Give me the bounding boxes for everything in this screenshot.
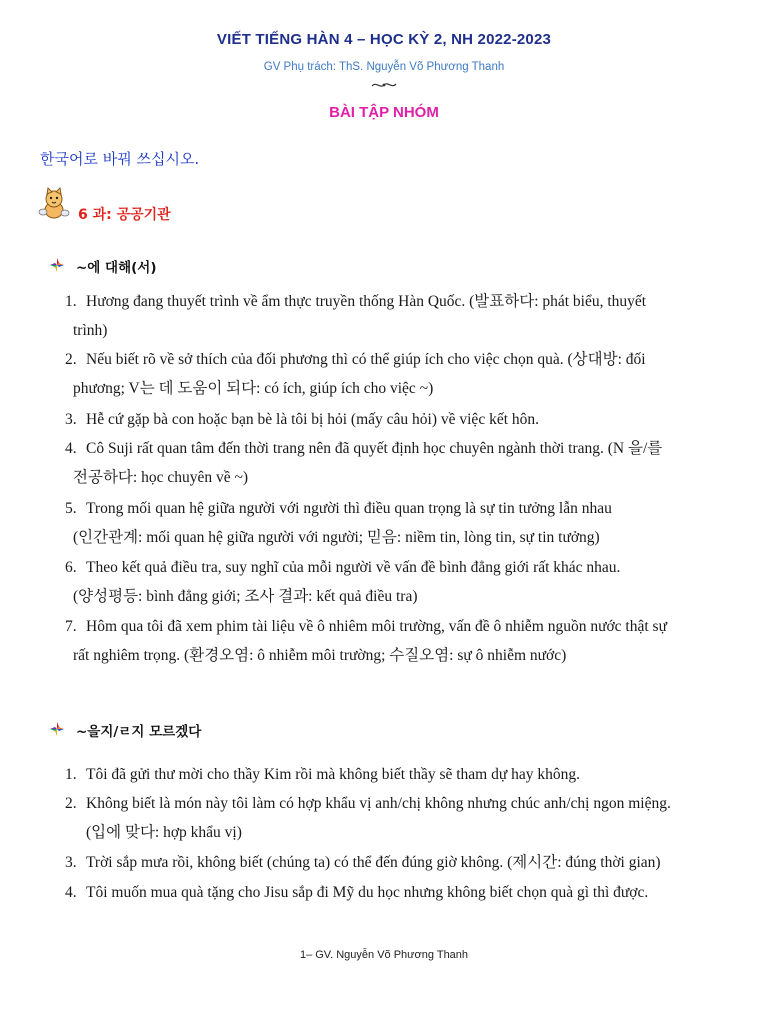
item-text: Theo kết quả điều tra, suy nghĩ của mỗi người về vấn đề bình đẳng giới rất khác nhau. [86, 559, 621, 576]
item-text: Không biết là món này tôi làm có hợp khẩu vị anh/chị không nhưng chúc anh/chị ngon miệng. [86, 795, 671, 812]
item-number: 2. [65, 795, 77, 812]
item-text: Hôm qua tôi đã xem phim tài liệu về ô nhiêm môi trường, vấn đề ô nhiễm nguồn nước thật sự [86, 618, 667, 635]
item-text: Hễ cứ gặp bà con hoặc bạn bè là tôi bị hỏi (mấy câu hỏi) về việc kết hôn. [86, 411, 540, 428]
item-number: 7. [65, 618, 77, 635]
item-text-continued: phương; V는 데 도움이 되다: có ích, giúp ích cho việc ~) [73, 380, 434, 397]
grammar-heading-text: ~에 대해(서) [76, 260, 157, 276]
item-number: 3. [65, 854, 77, 871]
item-number: 5. [65, 500, 77, 517]
cartoon-cat-icon [36, 186, 72, 222]
item-text: Tôi muốn mua quà tặng cho Jisu sắp đi Mỹ du học nhưng không biết chọn quà gì thì được. [86, 884, 649, 901]
item-text: Nếu biết rõ về sở thích của đối phương thì có thể giúp ích cho việc chọn quà. (상대방: đối [86, 351, 646, 368]
instruction-text: 한국어로 바꿔 쓰십시오. [40, 150, 200, 168]
item-text: Hương đang thuyết trình về ẩm thực truyền thống Hàn Quốc. (발표하다: phát biểu, thuyết [86, 293, 647, 310]
item-number: 4. [65, 884, 77, 901]
grammar-heading-text: ~을지/ㄹ지 모르겠다 [76, 724, 202, 740]
item-number: 4. [65, 440, 77, 457]
item-text-continued: 전공하다: học chuyên về ~) [73, 469, 249, 486]
item-text-continued: rất nghiêm trọng. (환경오염: ô nhiễm môi trường; 수질오염: sự ô nhiễm nước) [73, 647, 567, 664]
section-title: BÀI TẬP NHÓM [329, 104, 439, 121]
item-number: 3. [65, 411, 77, 428]
item-text-continued: (입에 맞다: hợp khẩu vị) [86, 824, 242, 841]
page-footer: 1– GV. Nguyễn Võ Phương Thanh [299, 949, 469, 961]
teacher-line: GV Phụ trách: ThS. Nguyễn Võ Phương Thanh [263, 61, 505, 73]
item-text-continued: (양성평등: bình đẳng giới; 조사 결과: kết quả điều tra) [73, 588, 418, 605]
item-text: Cô Suji rất quan tâm đến thời trang nên đã quyết định học chuyên ngành thời trang. (N 을/를 [86, 440, 663, 457]
item-text-continued: (인간관계: mối quan hệ giữa người với người; 믿음: niềm tin, lòng tin, sự tin tưởng) [73, 529, 600, 546]
item-number: 1. [65, 293, 77, 310]
lesson-label: 6 과: 공공기관 [78, 207, 171, 223]
colored-diamond-bullet-icon [50, 722, 64, 736]
item-text: Tôi đã gửi thư mời cho thầy Kim rồi mà không biết thầy sẽ tham dự hay không. [86, 766, 581, 783]
item-text: Trong mối quan hệ giữa người với người thì điều quan trọng là sự tin tưởng lẫn nhau [86, 500, 612, 517]
ornament-divider-icon [0, 80, 768, 92]
item-text: Trời sắp mưa rồi, không biết (chúng ta) có thể đến đúng giờ không. (제시간: đúng thời gian) [86, 854, 661, 871]
item-text-continued: trình) [73, 322, 108, 339]
item-number: 1. [65, 766, 77, 783]
item-number: 2. [65, 351, 77, 368]
document-title: VIẾT TIẾNG HÀN 4 – HỌC KỲ 2, NH 2022-2023 [216, 31, 552, 48]
item-number: 6. [65, 559, 77, 576]
colored-diamond-bullet-icon [50, 258, 64, 272]
